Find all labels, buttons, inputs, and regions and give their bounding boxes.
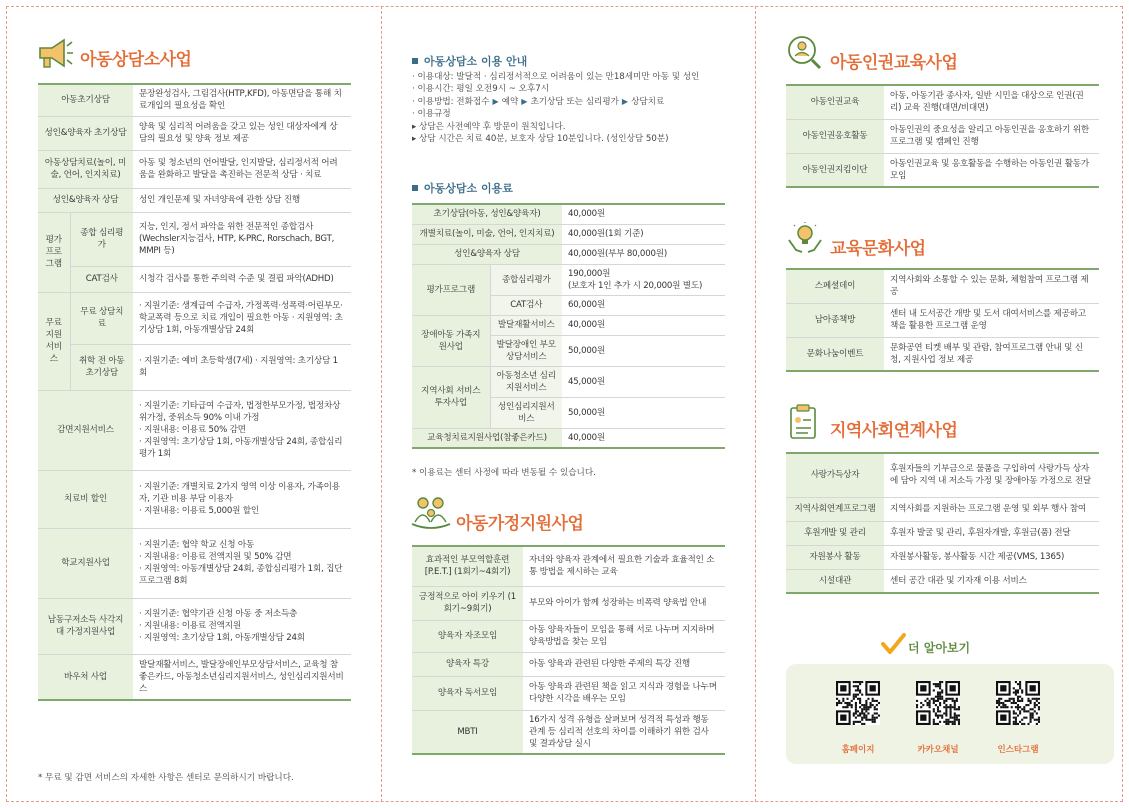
fee-table	[412, 203, 725, 449]
counseling-note: * 무료 및 감면 서비스의 자세한 사항은 센터로 문의하시기 바랍니다.	[38, 773, 294, 783]
usage-method: · 이용방법: 전화접수 ▶ 예약 ▶ 초기상담 또는 심리평가 ▶ 상담치료	[412, 96, 665, 107]
row-label: 스페셜데이	[786, 269, 884, 303]
fee-group-label: 지역사회 서비스투자사업	[412, 366, 490, 428]
usage-target: · 이용대상: 발달적 · 심리정서적으로 어려움이 있는 만18세미만 아동 및 성인	[412, 72, 700, 82]
kakao-channel-link[interactable]: 카카오채널	[917, 745, 959, 755]
row-text: 문화공연 티켓 배부 및 관람, 참여프로그램 안내 및 신청, 지원사업 정보 제공	[884, 337, 1099, 371]
fee-label: 교육청치료지원사업(참좋은카드)	[412, 428, 562, 448]
row-text: 아동 양육과 관련된 책을 읽고 지식과 경험을 나누며 다양한 시각을 배우는 모임	[523, 676, 725, 710]
fee-price: 40,000원	[562, 204, 725, 224]
fee-label: 초기상담(아동, 성인&양육자)	[412, 204, 562, 224]
table-row	[786, 269, 1099, 303]
sub-label: CAT검사	[70, 266, 133, 292]
fee-sub-label: 성인심리지원서비스	[490, 397, 562, 428]
row-label: 남아종책방	[786, 303, 884, 337]
table-row	[38, 598, 351, 654]
table-row	[786, 497, 1099, 521]
row-text: 아동 양육자들이 모임을 통해 서로 나누며 지지하며 양육방법을 찾는 모임	[523, 620, 725, 652]
megaphone-icon	[36, 36, 74, 70]
row-label: 양육자 자조모임	[412, 620, 523, 652]
sub-label: 종합 심리평가	[70, 212, 133, 266]
table-row	[38, 654, 351, 700]
fee-price: 40,000원(1회 기준)	[562, 224, 725, 244]
row-text: 센터 내 도서공간 개방 및 도서 대여서비스를 제공하고 책을 활용한 프로그램 운영	[884, 303, 1099, 337]
table-row	[412, 224, 725, 244]
row-label: 아동인권옹호활동	[786, 119, 884, 153]
table-row	[786, 521, 1099, 545]
fee-price: 40,000원	[562, 428, 725, 448]
fee-price: 190,000원 (보호자 1인 추가 시 20,000원 별도)	[562, 264, 725, 295]
row-label: 양육자 특강	[412, 652, 523, 676]
table-row	[38, 116, 351, 150]
qr-code-instagram[interactable]	[996, 681, 1040, 725]
fee-group-label: 장애아동 가족지원사업	[412, 315, 490, 366]
row-text: · 지원기준: 예비 초등학생(7세) · 지원영역: 초기상담 1회	[133, 344, 351, 390]
table-row	[412, 244, 725, 264]
table-row	[38, 390, 351, 470]
table-row	[412, 366, 725, 397]
row-text: 시청각 검사를 통한 주의력 수준 및 결핍 파악(ADHD)	[133, 266, 351, 292]
row-text: 양육 및 심리적 어려움을 갖고 있는 성인 대상자에게 상담의 필요성 및 양육 정보 제공	[133, 116, 351, 150]
table-row	[786, 569, 1099, 593]
row-text: · 지원기준: 기타급여 수급자, 법정한부모가정, 법정차상위가정, 중위소득 90% 이내 가정 · 지원내용: 이용료 50% 감면 · 지원영역: 초기상담 1회, 아동개별상담 24회, 종합심리평가 1회	[133, 390, 351, 470]
row-label: 치료비 할인	[38, 470, 133, 528]
table-row	[786, 85, 1099, 119]
table-row	[38, 84, 351, 116]
table-row	[38, 266, 351, 292]
table-row	[38, 344, 351, 390]
fee-title: 아동상담소 이용료	[412, 180, 513, 196]
fee-sub-label: 아동청소년 심리지원서비스	[490, 366, 562, 397]
row-text: 후원자 발굴 및 관리, 후원자개발, 후원금(품) 전달	[884, 521, 1099, 545]
table-row	[786, 303, 1099, 337]
row-label: 감면지원서비스	[38, 390, 133, 470]
fee-sub-label: 종합심리평가	[490, 264, 562, 295]
row-label: 양육자 독서모임	[412, 676, 523, 710]
row-text: 후원자들의 기부금으로 물품을 구입하여 사랑가득 상자에 담아 지역 내 저소득 가정 및 장애아동 가정으로 전달	[884, 453, 1099, 497]
qr-code-kakao[interactable]	[916, 681, 960, 725]
group-label: 평가 프로 그램	[38, 212, 70, 292]
row-text: 아동, 아동기관 종사자, 일반 시민을 대상으로 인권(권리) 교육 진행(대면/비대면)	[884, 85, 1099, 119]
family-icon	[410, 494, 452, 530]
table-row	[412, 204, 725, 224]
fee-note: * 이용료는 센터 사정에 따라 변동될 수 있습니다.	[412, 468, 596, 478]
row-text: · 지원기준: 생계급여 수급자, 가정폭력·성폭력·어린부모·학교폭력 등으로 치료 개입이 필요한 아동 · 지원영역: 초기상담 1회, 아동개별상담 24회	[133, 292, 351, 344]
check-icon	[880, 632, 906, 656]
row-text: 성인 개인문제 및 자녀양육에 관한 상담 진행	[133, 188, 351, 212]
group-label: 무료 지원 서비스	[38, 292, 70, 390]
community-table	[786, 452, 1099, 594]
table-row	[412, 652, 725, 676]
row-label: 후원개발 및 관리	[786, 521, 884, 545]
row-label: 아동초기상담	[38, 84, 133, 116]
clipboard-icon	[788, 404, 822, 440]
table-row	[786, 119, 1099, 153]
usage-rule-1: ▸ 상담은 사전예약 후 방문이 원칙입니다.	[412, 121, 566, 132]
section-title-community: 지역사회연계사업	[830, 421, 958, 441]
section-title-family: 아동가정지원사업	[456, 514, 584, 534]
fee-price: 40,000원	[562, 315, 725, 335]
row-label: 학교지원사업	[38, 528, 133, 598]
row-text: 아동인권교육 및 옹호활동을 수행하는 아동인권 활동가 모임	[884, 153, 1099, 187]
fee-label: 개별치료(놀이, 미술, 언어, 인지치료)	[412, 224, 562, 244]
sub-label: 무료 상담치료	[70, 292, 133, 344]
row-label: 문화나눔이벤트	[786, 337, 884, 371]
row-text: 지능, 인지, 정서 파악을 위한 전문적인 종합검사 (Wechsler지능검사, HTP, K-PRC, Rorschach, BGT, MMPI 등)	[133, 212, 351, 266]
row-text: 센터 공간 대관 및 기자재 이용 서비스	[884, 569, 1099, 593]
row-text: 발달재활서비스, 발달장애인부모상담서비스, 교육청 참좋은카드, 아동청소년심리지원서비스, 성인심리지원서비스	[133, 654, 351, 700]
row-label: 아동상담치료(놀이, 미술, 언어, 인지치료)	[38, 150, 133, 188]
row-text: 아동인권의 중요성을 알리고 아동인권을 옹호하기 위한 프로그램 및 캠페인 진행	[884, 119, 1099, 153]
row-text: 아동 및 청소년의 언어발달, 인지발달, 심리정서적 어려움을 완화하고 발달을 촉진하는 전문적 상담 · 치료	[133, 150, 351, 188]
table-row	[412, 710, 725, 754]
table-row	[38, 150, 351, 188]
culture-table	[786, 268, 1099, 372]
table-row	[412, 264, 725, 295]
table-row	[786, 453, 1099, 497]
section-title-culture: 교육문화사업	[830, 239, 926, 259]
table-row	[412, 586, 725, 620]
row-label: 성인&양육자 상담	[38, 188, 133, 212]
fee-price: 60,000원	[562, 295, 725, 315]
row-text: 아동 양육과 관련된 다양한 주제의 특강 진행	[523, 652, 725, 676]
row-label: MBTI	[412, 710, 523, 754]
counseling-table	[38, 83, 351, 701]
row-text: 자원봉사활동, 봉사활동 시간 제공(VMS, 1365)	[884, 545, 1099, 569]
table-row	[412, 620, 725, 652]
row-label: 시설대관	[786, 569, 884, 593]
table-row	[38, 212, 351, 266]
row-label: 아동인권교육	[786, 85, 884, 119]
row-label: 효과적인 부모역할훈련 [P.E.T.] (1회기~4회기)	[412, 546, 523, 586]
table-row	[412, 315, 725, 335]
usage-guide-text	[412, 71, 742, 145]
section-title-counseling: 아동상담소사업	[80, 50, 192, 70]
table-row	[38, 188, 351, 212]
row-label: 바우처 사업	[38, 654, 133, 700]
fee-group-label: 평가프로그램	[412, 264, 490, 315]
rights-education-icon	[786, 34, 824, 70]
sub-label: 취학 전 아동 초기상담	[70, 344, 133, 390]
row-text: 자녀와 양육자 관계에서 필요한 기술과 효율적인 소통 방법을 제시하는 교육	[523, 546, 725, 586]
row-label: 지역사회연계프로그램	[786, 497, 884, 521]
fee-sub-label: CAT검사	[490, 295, 562, 315]
table-row	[38, 292, 351, 344]
row-text: 부모와 아이가 함께 성장하는 비폭력 양육법 안내	[523, 586, 725, 620]
instagram-link[interactable]: 인스타그램	[997, 745, 1039, 755]
table-row	[786, 153, 1099, 187]
usage-hours: · 이용시간: 평일 오전9시 ~ 오후7시	[412, 84, 550, 95]
row-label: 남동구저소득 사각지대 가정지원사업	[38, 598, 133, 654]
fee-label: 성인&양육자 상담	[412, 244, 562, 264]
row-text: 지역사회와 소통할 수 있는 문화, 체험참여 프로그램 제공	[884, 269, 1099, 303]
family-table	[412, 545, 725, 755]
row-text: · 지원기준: 협약기관 신청 아동 중 저소득층 · 지원내용: 이용료 전액지원 · 지원영역: 초기상담 1회, 아동개별상담 24회	[133, 598, 351, 654]
table-row	[412, 676, 725, 710]
row-text: 16가지 성격 유형을 살펴보며 성격적 특성과 행동 관계 등 심리적 선호의 차이를 이해하기 위한 검사 및 결과상담 실시	[523, 710, 725, 754]
row-text: 문장완성검사, 그림검사(HTP,KFD), 아동면담을 통해 치료개입의 필요성을 확인	[133, 84, 351, 116]
more-title: 더 알아보기	[908, 641, 971, 655]
usage-guide-title: 아동상담소 이용 안내	[412, 53, 527, 69]
usage-rules: · 이용규정	[412, 109, 451, 120]
row-text: · 지원기준: 개별치료 2가지 영역 이상 이용자, 가족이용자, 기관 비용 부담 이용자 · 지원내용: 이용료 5,000원 할인	[133, 470, 351, 528]
row-label: 사랑가득상자	[786, 453, 884, 497]
row-label: 성인&양육자 초기상담	[38, 116, 133, 150]
row-text: · 지원기준: 협약 학교 신청 아동 · 지원내용: 이용료 전액지원 및 50% 감면 · 지원영역: 아동개별상담 24회, 종합심리평가 1회, 집단프로그램 8회	[133, 528, 351, 598]
homepage-link[interactable]: 홈페이지	[841, 745, 875, 755]
fee-price: 50,000원	[562, 397, 725, 428]
table-row	[38, 528, 351, 598]
row-label: 자원봉사 활동	[786, 545, 884, 569]
row-text: 지역사회를 지원하는 프로그램 운영 및 외부 행사 참여	[884, 497, 1099, 521]
table-row	[786, 545, 1099, 569]
fee-sub-label: 발달재활서비스	[490, 315, 562, 335]
row-label: 아동인권지킴이단	[786, 153, 884, 187]
section-title-rights: 아동인권교육사업	[830, 53, 958, 73]
rights-table	[786, 84, 1099, 188]
table-row	[412, 546, 725, 586]
row-label: 긍정적으로 아이 키우기 (1회기~9회기)	[412, 586, 523, 620]
fee-price: 50,000원	[562, 335, 725, 366]
usage-rule-2: ▸ 상담 시간은 치료 40분, 보호자 상담 10분입니다. (성인상담 50분)	[412, 134, 669, 145]
table-row	[786, 337, 1099, 371]
fee-price: 40,000원(부부 80,000원)	[562, 244, 725, 264]
table-row	[38, 470, 351, 528]
table-row	[412, 428, 725, 448]
qr-code-homepage[interactable]	[836, 681, 880, 725]
fee-sub-label: 발달장애인 부모상담서비스	[490, 335, 562, 366]
lightbulb-hands-icon	[786, 222, 824, 256]
fee-price: 45,000원	[562, 366, 725, 397]
